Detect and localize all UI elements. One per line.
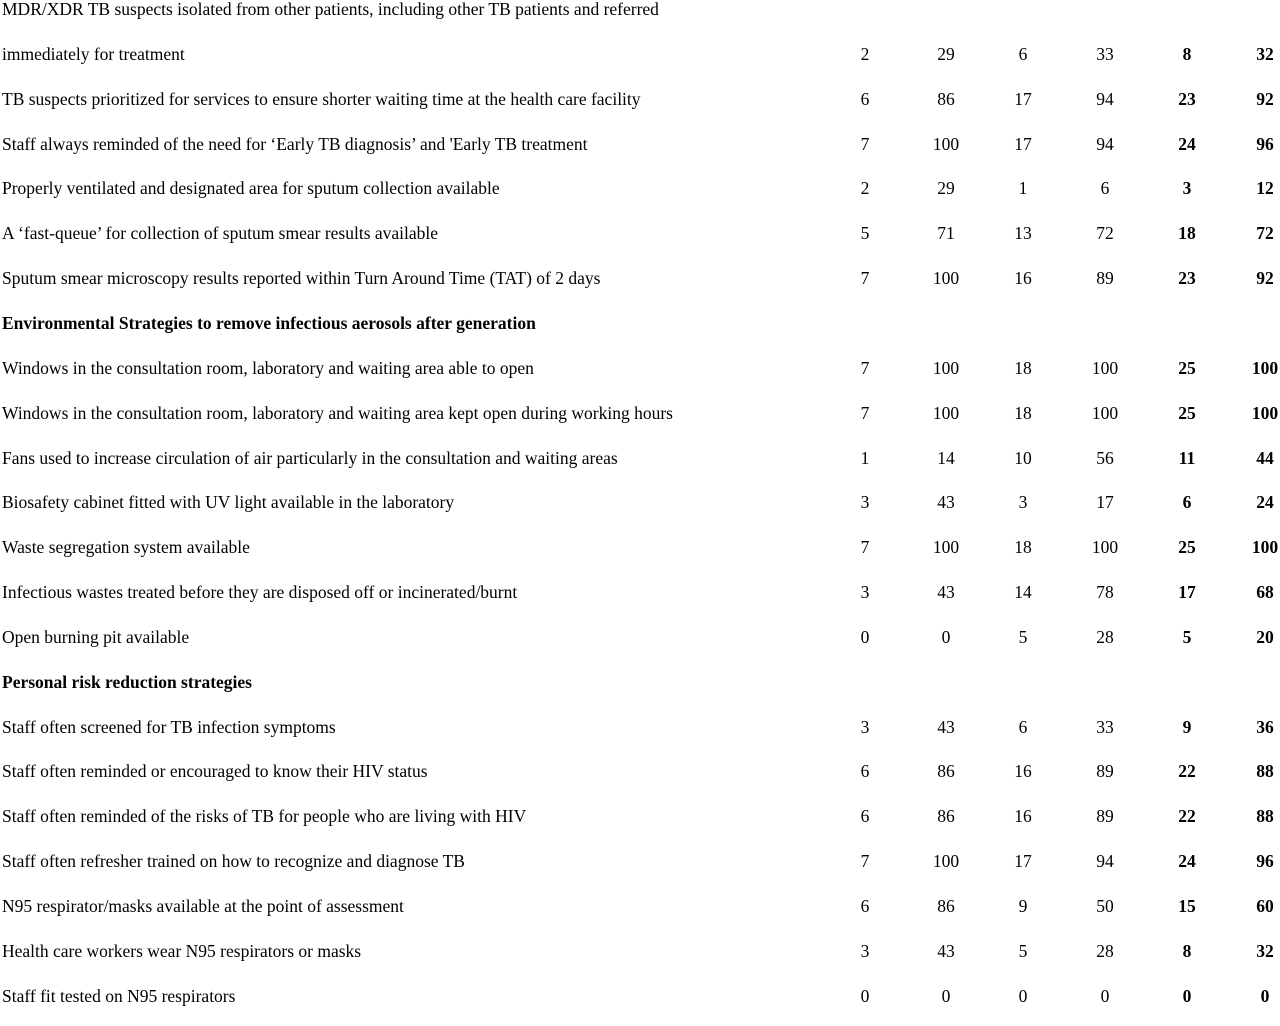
table-row [0, 223, 1280, 263]
table-row [0, 492, 1280, 532]
cell-value: 6 [1018, 43, 1028, 64]
cell-value: 18 [1178, 223, 1196, 244]
row-label: Staff often screened for TB infection symptoms [2, 716, 336, 737]
row-label: Properly ventilated and designated area for sputum collection available [2, 178, 500, 199]
cell-value: 5 [1182, 626, 1192, 647]
cell-value: 0 [1260, 985, 1270, 1006]
cell-value: 0 [1018, 985, 1028, 1006]
cell-value: 28 [1096, 626, 1114, 647]
cell-value: 16 [1014, 268, 1032, 289]
cell-value: 17 [1014, 88, 1032, 109]
row-label: Staff often reminded or encouraged to know their HIV status [2, 761, 428, 782]
cell-value: 43 [937, 940, 955, 961]
row-label: Staff often reminded of the risks of TB for people who are living with HIV [2, 806, 527, 827]
cell-value: 18 [1014, 402, 1032, 423]
cell-value: 10 [1014, 447, 1032, 468]
cell-value: 86 [937, 761, 955, 782]
cell-value: 7 [860, 402, 870, 423]
cell-value: 11 [1178, 447, 1196, 468]
cell-value: 100 [932, 357, 960, 378]
row-label: Open burning pit available [2, 626, 190, 647]
cell-value: 15 [1178, 896, 1196, 916]
cell-value: 14 [937, 447, 955, 468]
cell-value: 86 [937, 806, 955, 827]
cell-value: 78 [1096, 582, 1114, 603]
cell-value: 100 [932, 537, 960, 558]
cell-value: 100 [932, 133, 960, 154]
row-label: Staff often refresher trained on how to recognize and diagnose TB [2, 851, 465, 872]
cell-value: 8 [1182, 43, 1192, 64]
cell-value: 100 [932, 268, 960, 289]
cell-value: 32 [1256, 940, 1274, 961]
table-row [0, 268, 1280, 308]
cell-value: 56 [1096, 447, 1114, 468]
cell-value: 0 [1182, 985, 1192, 1006]
cell-value: 100 [1091, 402, 1119, 423]
cell-value: 24 [1256, 492, 1274, 513]
cell-value: 2 [860, 178, 870, 199]
cell-value: 6 [1100, 178, 1110, 199]
table-row [0, 896, 1280, 936]
cell-value: 7 [860, 851, 870, 872]
cell-value: 17 [1014, 133, 1032, 154]
table-row [0, 89, 1280, 129]
cell-value: 6 [860, 896, 870, 916]
table-row [0, 358, 1280, 398]
table-row [0, 761, 1280, 801]
section-heading-row [0, 672, 1280, 712]
cell-value: 89 [1096, 761, 1114, 782]
row-label: TB suspects prioritized for services to ensure shorter waiting time at the health care facility [2, 88, 641, 109]
cell-value: 8 [1182, 940, 1192, 961]
cell-value: 32 [1256, 43, 1274, 64]
cell-value: 50 [1096, 896, 1114, 916]
cell-value: 0 [860, 985, 870, 1006]
cell-value: 94 [1096, 88, 1114, 109]
cell-value: 24 [1178, 851, 1196, 872]
cell-value: 9 [1018, 896, 1028, 916]
row-label: Sputum smear microscopy results reported within Turn Around Time (TAT) of 2 days [2, 268, 601, 289]
table-row [0, 851, 1280, 891]
cell-value: 6 [1018, 716, 1028, 737]
cell-value: 86 [937, 88, 955, 109]
cell-value: 0 [860, 626, 870, 647]
cell-value: 100 [1091, 357, 1119, 378]
cell-value: 33 [1096, 43, 1114, 64]
cell-value: 6 [860, 88, 870, 109]
cell-value: 25 [1178, 357, 1196, 378]
cell-value: 6 [860, 806, 870, 827]
row-label: immediately for treatment [2, 43, 185, 64]
cell-value: 33 [1096, 716, 1114, 737]
cell-value: 100 [932, 402, 960, 423]
row-label: Health care workers wear N95 respirators or masks [2, 940, 362, 961]
table-row [0, 403, 1280, 443]
row-label: Windows in the consultation room, laboratory and waiting area able to open [2, 357, 534, 378]
cell-value: 100 [1091, 537, 1119, 558]
cell-value: 96 [1256, 851, 1274, 872]
cell-value: 6 [1182, 492, 1192, 513]
section-heading-row [0, 313, 1280, 353]
cell-value: 5 [1018, 626, 1028, 647]
section-heading: Personal risk reduction strategies [2, 671, 252, 692]
cell-value: 89 [1096, 268, 1114, 289]
cell-value: 88 [1256, 761, 1274, 782]
cell-value: 68 [1256, 582, 1274, 603]
cell-value: 100 [1251, 402, 1279, 423]
cell-value: 1 [1018, 178, 1028, 199]
cell-value: 89 [1096, 806, 1114, 827]
cell-value: 5 [860, 223, 870, 244]
table-row [0, 134, 1280, 174]
cell-value: 16 [1014, 761, 1032, 782]
cell-value: 22 [1178, 761, 1196, 782]
cell-value: 92 [1256, 268, 1274, 289]
cell-value: 28 [1096, 940, 1114, 961]
cell-value: 43 [937, 582, 955, 603]
cell-value: 7 [860, 537, 870, 558]
cell-value: 25 [1178, 537, 1196, 558]
cell-value: 13 [1014, 223, 1032, 244]
cell-value: 36 [1256, 716, 1274, 737]
cell-value: 100 [932, 851, 960, 872]
cell-value: 17 [1178, 582, 1196, 603]
cell-value: 72 [1096, 223, 1114, 244]
cell-value: 86 [937, 896, 955, 916]
cell-value: 14 [1014, 582, 1032, 603]
cell-value: 22 [1178, 806, 1196, 827]
cell-value: 71 [937, 223, 955, 244]
table-row [0, 582, 1280, 622]
cell-value: 7 [860, 133, 870, 154]
cell-value: 3 [860, 492, 870, 513]
cell-value: 17 [1096, 492, 1114, 513]
table-row [0, 537, 1280, 577]
table-row [0, 941, 1280, 981]
cell-value: 0 [941, 985, 951, 1006]
row-label: Fans used to increase circulation of air particularly in the consultation and waiting areas [2, 447, 618, 468]
cell-value: 5 [1018, 940, 1028, 961]
cell-value: 18 [1014, 537, 1032, 558]
cell-value: 29 [937, 178, 955, 199]
cell-value: 16 [1014, 806, 1032, 827]
cell-value: 25 [1178, 402, 1196, 423]
cell-value: 1 [860, 447, 870, 468]
cell-value: 96 [1256, 133, 1274, 154]
cell-value: 72 [1256, 223, 1274, 244]
row-label: MDR/XDR TB suspects isolated from other patients, including other TB patients and referred [2, 0, 659, 19]
cell-value: 6 [860, 761, 870, 782]
cell-value: 43 [937, 492, 955, 513]
cell-value: 43 [937, 716, 955, 737]
row-label: Waste segregation system available [2, 537, 250, 558]
cell-value: 29 [937, 43, 955, 64]
table-row [0, 806, 1280, 846]
cell-value: 24 [1178, 133, 1196, 154]
cell-value: 0 [941, 626, 951, 647]
table-row [0, 178, 1280, 218]
row-label: N95 respirator/masks available at the point of assessment [2, 896, 404, 916]
cell-value: 20 [1256, 626, 1274, 647]
table-row [0, 448, 1280, 488]
cell-value: 3 [860, 582, 870, 603]
cell-value: 2 [860, 43, 870, 64]
cell-value: 18 [1014, 357, 1032, 378]
cell-value: 9 [1182, 716, 1192, 737]
cell-value: 0 [1100, 985, 1110, 1006]
row-label: Infectious wastes treated before they are disposed off or incinerated/burnt [2, 582, 518, 603]
cell-value: 7 [860, 357, 870, 378]
cell-value: 100 [1251, 537, 1279, 558]
row-label: Windows in the consultation room, laboratory and waiting area kept open during working hours [2, 402, 673, 423]
cell-value: 94 [1096, 851, 1114, 872]
cell-value: 3 [860, 716, 870, 737]
table-row [0, 0, 1280, 39]
section-heading: Environmental Strategies to remove infectious aerosols after generation [2, 312, 536, 333]
cell-value: 23 [1178, 88, 1196, 109]
cell-value: 3 [1182, 178, 1192, 199]
cell-value: 17 [1014, 851, 1032, 872]
cell-value: 92 [1256, 88, 1274, 109]
cell-value: 12 [1256, 178, 1274, 199]
cell-value: 60 [1256, 896, 1274, 916]
row-label: Biosafety cabinet fitted with UV light available in the laboratory [2, 492, 455, 513]
cell-value: 23 [1178, 268, 1196, 289]
cell-value: 100 [1251, 357, 1279, 378]
cell-value: 7 [860, 268, 870, 289]
cell-value: 88 [1256, 806, 1274, 827]
row-label: A ‘fast-queue’ for collection of sputum smear results available [2, 223, 439, 244]
cell-value: 3 [1018, 492, 1028, 513]
row-label: Staff fit tested on N95 respirators [2, 985, 236, 1006]
cell-value: 94 [1096, 133, 1114, 154]
row-label: Staff always reminded of the need for ‘Early TB diagnosis’ and 'Early TB treatment [2, 133, 588, 154]
table-row [0, 627, 1280, 667]
cell-value: 3 [860, 940, 870, 961]
table-row [0, 44, 1280, 84]
cell-value: 44 [1256, 447, 1274, 468]
table-row [0, 717, 1280, 757]
